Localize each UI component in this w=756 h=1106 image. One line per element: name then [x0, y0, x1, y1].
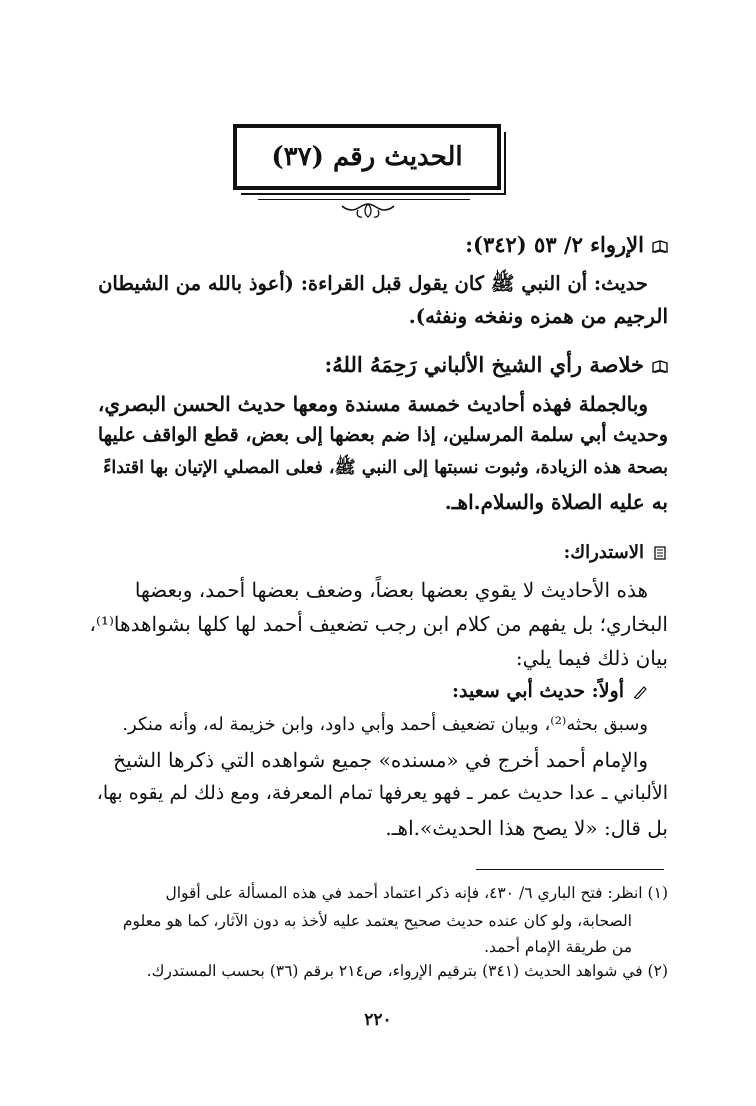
- footnote-1-line: من طريقة الإمام أحمد.: [484, 938, 632, 956]
- page-number: ٢٢٠: [364, 1010, 392, 1030]
- khulasa-line: به عليه الصلاة والسلام.اهـ.: [444, 490, 668, 514]
- khulasa-heading-text: خلاصة رأي الشيخ الألباني رَحِمَهُ اللهُ:: [324, 352, 644, 377]
- footnote-separator: [476, 869, 664, 870]
- istidrak-heading: [564, 542, 668, 563]
- book-icon: [652, 360, 668, 374]
- footnote-2-line: [147, 962, 668, 980]
- hadith-line-2: الرجيم من همزه ونفخه ونفثه).: [408, 304, 668, 328]
- pen-icon: [632, 685, 648, 699]
- hadith-line-1: حديث: أن النبي ﷺ كان يقول قبل القراءة: (أعوذ بالله من الشيطان: [98, 272, 648, 295]
- khulasa-heading: [325, 352, 668, 377]
- footnote-marker: (١): [647, 884, 668, 902]
- footnote-1-line: الصحابة، ولو كان عنده حديث صحيح يعتمد عليه لأخذ به دون الآثار، كما هو معلوم: [122, 912, 632, 930]
- footnote-text: انظر: فتح الباري ٦/ ٤٣٠، فإنه ذكر اعتماد أحمد في هذه المسألة على أقوال: [165, 884, 643, 902]
- book-icon: [652, 240, 668, 254]
- abi-said-line: الألباني ـ عدا حديث عمر ـ فهو يعرفها تمام المعرفة، ومع ذلك لم يقوه بها،: [96, 782, 668, 804]
- footnote-1-line: [165, 884, 668, 902]
- footnote-text: في شواهد الحديث (٣٤١) بترقيم الإرواء، ص٢١٤ برقم (٣٦) بحسب المستدرك.: [146, 962, 643, 980]
- irwaa-heading: [465, 232, 668, 257]
- subheading-abi-said: [452, 680, 648, 702]
- istidrak-line: هذه الأحاديث لا يقوي بعضها بعضاً، وضعف بعضها أحمد، وبعضها: [134, 578, 648, 602]
- istidrak-line: بيان ذلك فيما يلي:: [515, 646, 668, 670]
- subheading-text: أولاً: حديث أبي سعيد:: [451, 680, 624, 702]
- abi-said-line: والإمام أحمد أخرج في «مسنده» جميع شواهده التي ذكرها الشيخ: [113, 748, 648, 772]
- page-title: الحديث رقم (٣٧): [271, 142, 463, 172]
- istidrak-line: البخاري؛ بل يفهم من كلام ابن رجب تضعيف أحمد لها كلها بشواهدها⁽¹⁾،: [89, 612, 668, 636]
- scroll-icon: [652, 546, 668, 560]
- title-box: [233, 124, 501, 190]
- khulasa-line: وبالجملة فهذه أحاديث خمسة مسندة ومعها حديث الحسن البصري،: [97, 392, 648, 416]
- abi-said-line: وسبق بحثه⁽²⁾، وبيان تضعيف أحمد وأبي داود، وابن خزيمة له، وأنه منكر.: [122, 714, 648, 735]
- khulasa-line: وحديث أبي سلمة المرسلين، إذا ضم بعضها إلى بعض، قطع الواقف عليها: [97, 424, 668, 446]
- khulasa-line: بصحة هذه الزيادة، وثبوت نسبتها إلى النبي ﷺ، فعلى المصلي الإتيان بها اقتداءً: [103, 458, 668, 478]
- irwaa-heading-text: الإرواء ٢/ ٥٣ (٣٤٢):: [465, 232, 644, 257]
- floral-ornament-icon: [340, 200, 396, 220]
- istidrak-heading-text: الاستدراك:: [563, 542, 644, 563]
- footnote-marker: (٢): [647, 962, 668, 980]
- abi-said-line: بل قال: «لا يصح هذا الحديث».اهـ.: [385, 816, 668, 840]
